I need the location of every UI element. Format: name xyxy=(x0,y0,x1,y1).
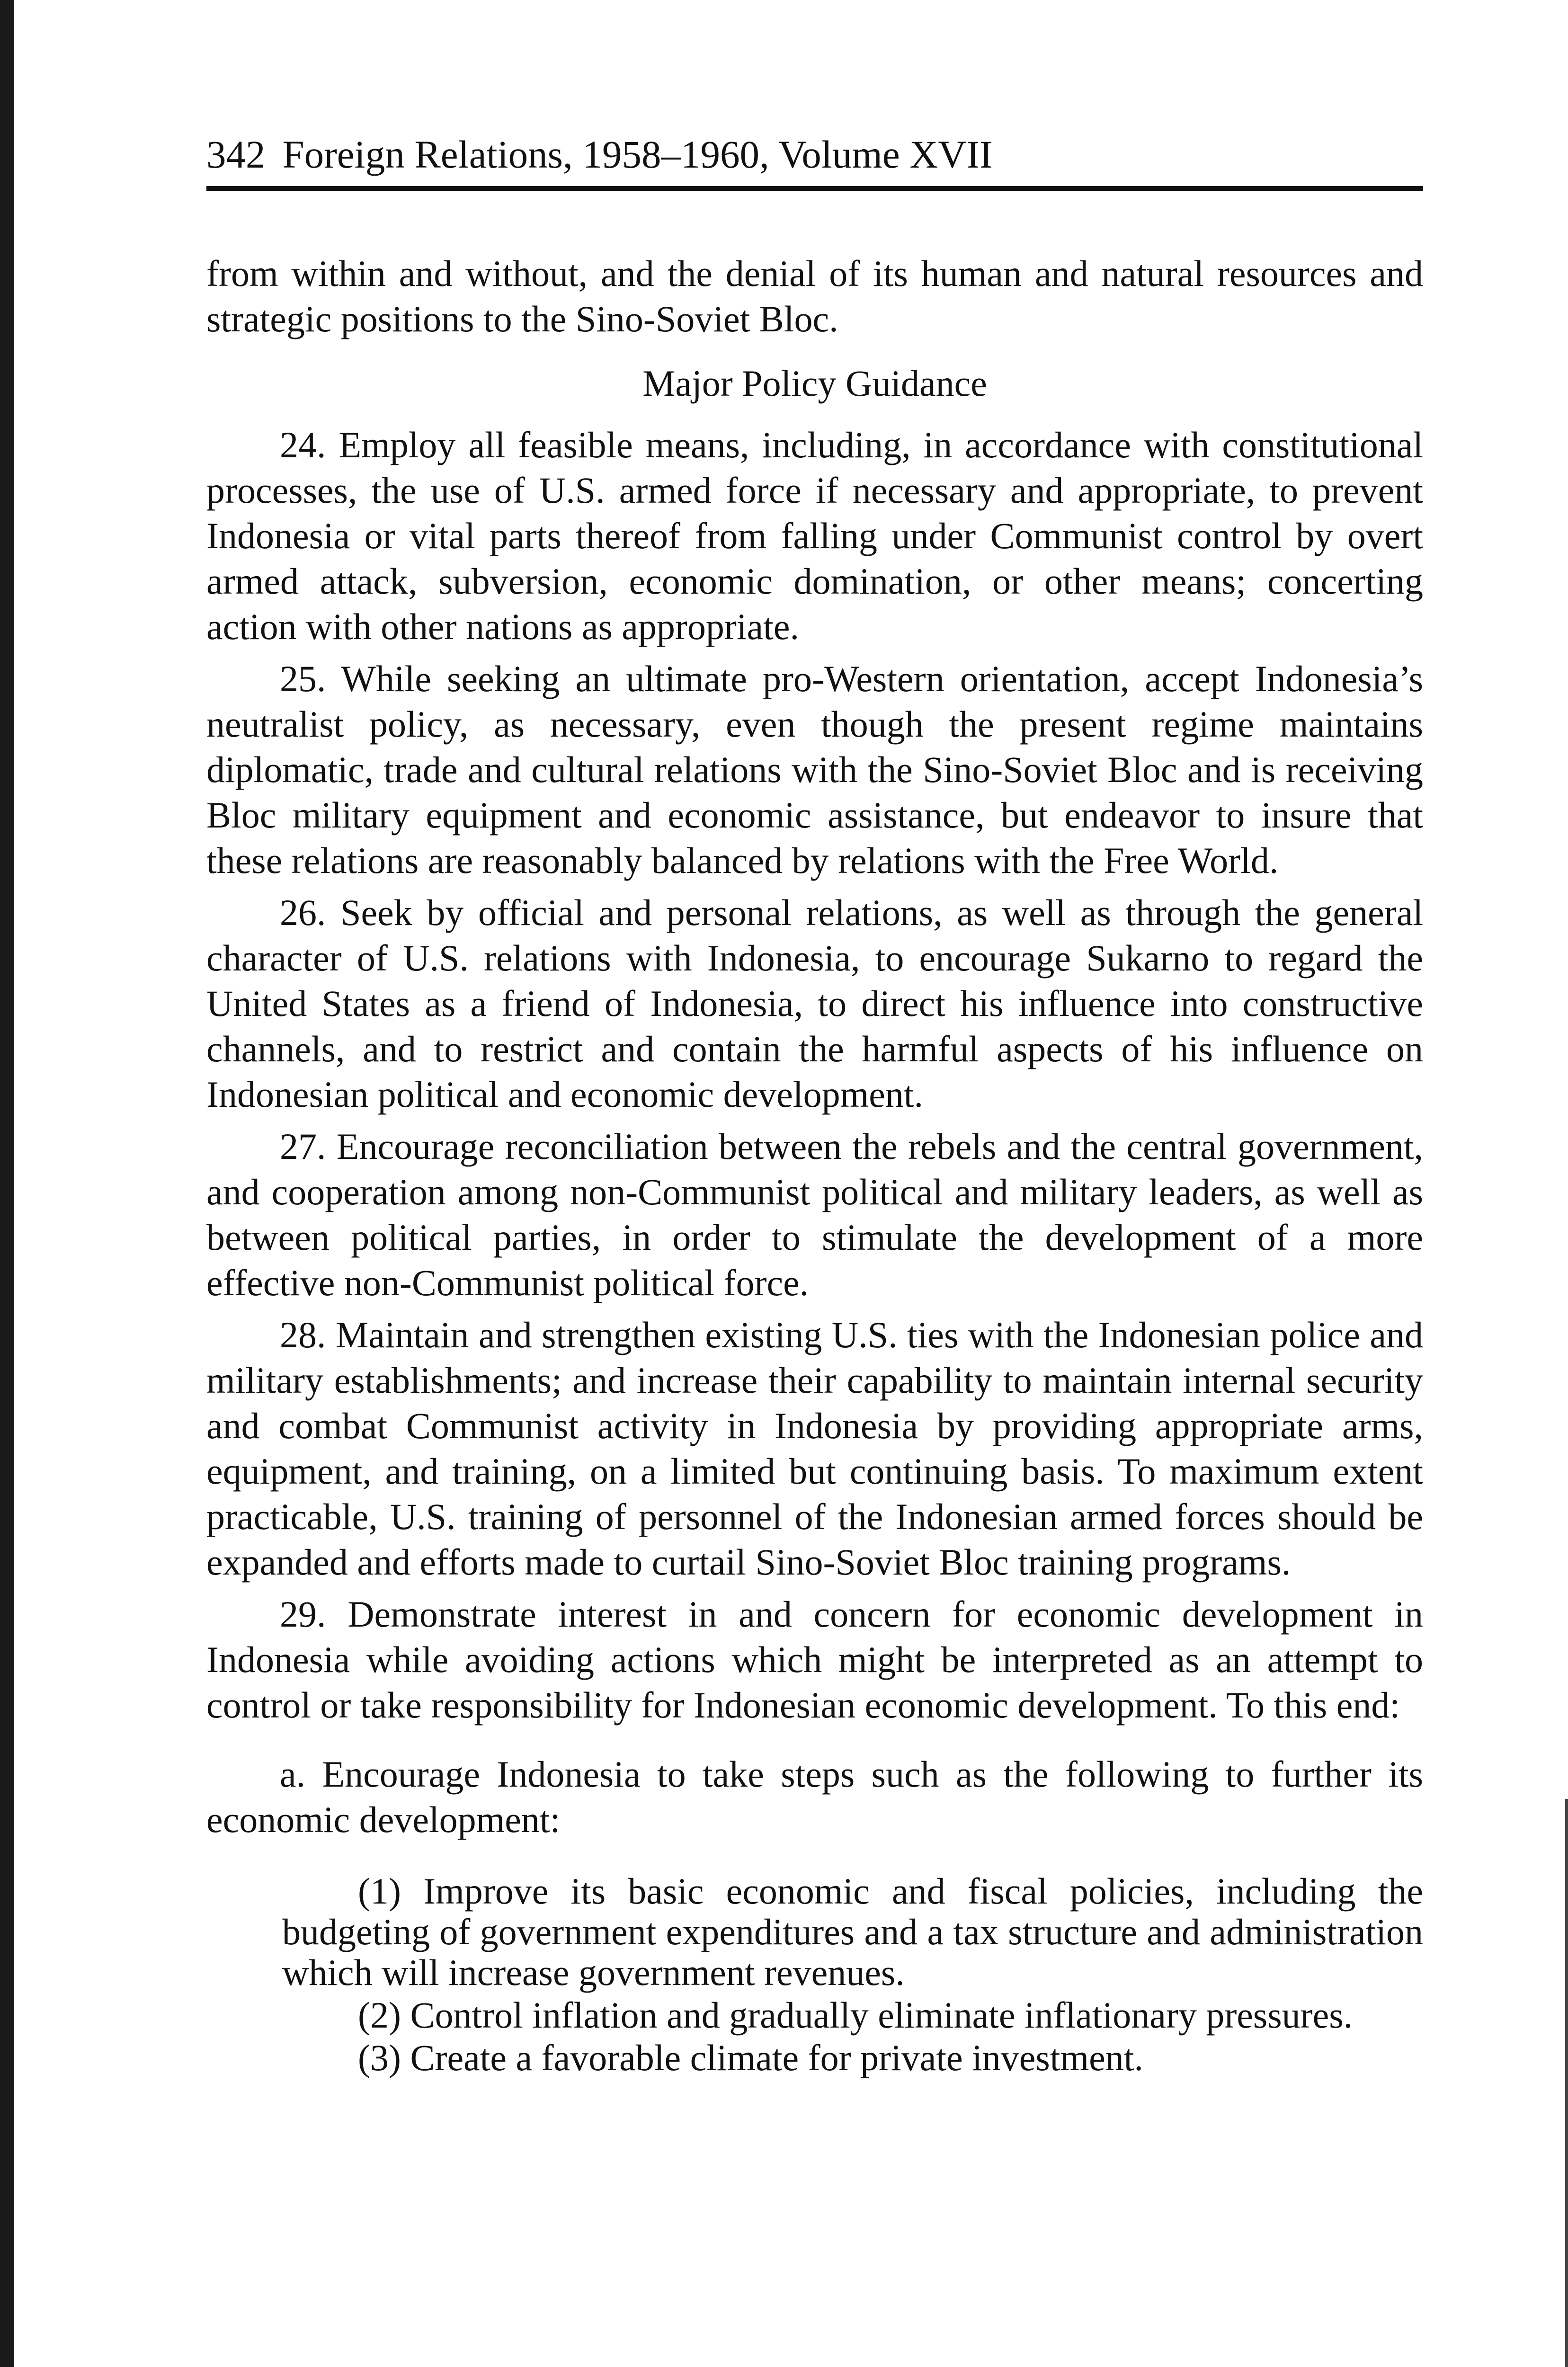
paragraph-26: 26. Seek by official and personal relations, as well as through the general character of U.S. relations with Indonesia, to encourage Sukarno to regard the United States as a friend of Indonesia, to direct his influence into constructive channels, and to restrict and contain the harmful aspects of his influence on Indonesian political and economic development. xyxy=(206,892,1423,1115)
opening-paragraph: from within and without, and the denial of its human and natural resources and strategic positions to the Sino-Soviet Bloc. xyxy=(206,253,1423,339)
scan-edge-left xyxy=(0,0,14,2367)
paragraph-27: 27. Encourage reconciliation between the rebels and the central government, and cooperation among non-Communist political and military leaders, as well as between political parties, in order to stimulate the development of a more effective non-Communist political force. xyxy=(206,1126,1423,1303)
sub-item: (1) Improve its basic economic and fiscal policies, including the budgeting of government expenditures and a tax structure and administration which will increase government revenues. xyxy=(282,1870,1423,1993)
sub-item: (3) Create a favorable climate for private investment. xyxy=(358,2037,1143,2078)
running-head xyxy=(206,131,1423,178)
subparagraph-a: a. Encourage Indonesia to take steps such as the following to further its economic development: xyxy=(206,1753,1423,1840)
section-heading: Major Policy Guidance xyxy=(642,363,987,404)
running-title: Foreign Relations, 1958–1960, Volume XVII xyxy=(282,133,993,176)
scan-edge-right xyxy=(1565,1799,1568,2367)
header-rule xyxy=(206,186,1423,191)
page-number: 342 xyxy=(206,133,266,176)
paragraph-28: 28. Maintain and strengthen existing U.S. ties with the Indonesian police and military establishments; and increase their capability to maintain internal security and combat Communist activity in Indonesia by providing appropriate arms, equipment, and training, on a limited but continuing basis. To maximum extent practicable, U.S. training of personnel of the Indonesian armed forces should be expanded and efforts made to curtail Sino-Soviet Bloc training programs. xyxy=(206,1314,1423,1583)
sub-item-list xyxy=(206,1871,1423,2078)
paragraph-25: 25. While seeking an ultimate pro-Western orientation, accept Indonesia’s neutralist policy, as necessary, even though the present regime maintains diplomatic, trade and cultural relations with the Sino-Soviet Bloc and is receiving Bloc military equipment and economic assistance, but endeavor to insure that these relations are reasonably balanced by relations with the Free World. xyxy=(206,658,1423,881)
paragraph-24: 24. Employ all feasible means, including, in accordance with constitutional processes, the use of U.S. armed force if necessary and appropriate, to prevent Indonesia or vital parts thereof from falling under Communist control by overt armed attack, subversion, economic domination, or other means; concerting action with other nations as appropriate. xyxy=(206,424,1423,647)
sub-item: (2) Control inflation and gradually eliminate inflationary pressures. xyxy=(358,1994,1353,2036)
body-text xyxy=(206,251,1423,2080)
paragraph-29: 29. Demonstrate interest in and concern for economic development in Indonesia while avoiding actions which might be interpreted as an attempt to control or take responsibility for Indonesian economic development. To this end: xyxy=(206,1593,1423,1726)
